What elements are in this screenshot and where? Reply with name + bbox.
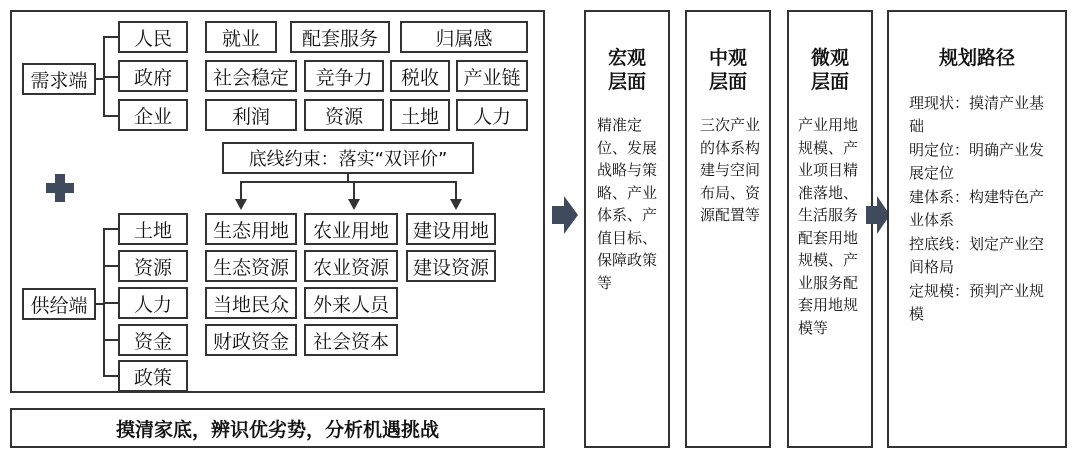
supply-side-text: 供给端 [30, 294, 88, 317]
demand-connector-branch-1 [103, 36, 119, 38]
demand-item-belonging [400, 21, 528, 53]
meso-level-column [685, 10, 771, 448]
demand-item-industry-chain-text: 产业链 [463, 66, 521, 89]
supply-side-label [22, 288, 96, 320]
supply-item-local-residents-text: 当地民众 [212, 293, 289, 316]
meso-level-title-line1: 中观 [708, 47, 747, 69]
demand-item-profit [205, 99, 297, 131]
macro-level-description: 精准定位、发展战略与策略、产业体系、产值目标、保障政策等 [597, 116, 658, 292]
macro-level-title-line2: 层面 [607, 71, 646, 93]
demand-connector-branch-2 [103, 76, 119, 78]
demand-side-text: 需求端 [30, 69, 88, 92]
supply-item-ecological-land-text: 生态用地 [212, 219, 289, 242]
demand-head-government [118, 60, 188, 92]
demand-item-tax-text: 税收 [400, 66, 439, 89]
micro-level-description: 产业用地规模、产业项目精准落地、生活服务配套用地规模、产业服务配套用地规模等 [798, 116, 859, 337]
planning-path-item-1: 理现状：摸清产业基础 [909, 94, 1045, 135]
supply-item-construction-land [406, 213, 496, 245]
supply-connector-branch-3 [103, 302, 119, 304]
macro-level-column [584, 10, 670, 448]
constraint-box [222, 142, 474, 174]
arrow-to-agriculture-head [348, 199, 360, 210]
macro-level-title-line1: 宏观 [607, 47, 646, 69]
arrow-to-construction-head [450, 199, 462, 210]
demand-item-tax [390, 60, 450, 92]
demand-side-label [22, 63, 96, 95]
supply-item-outside-people [304, 287, 398, 319]
micro-level-column [787, 10, 873, 448]
supply-item-construction-resources-text: 建设资源 [412, 256, 489, 279]
demand-item-land-text: 土地 [400, 105, 439, 128]
planning-path-item-2: 明定位：明确产业发展定位 [909, 141, 1045, 182]
bottom-banner-text: 摸清家底，辨识优劣势，分析机遇挑战 [115, 418, 439, 441]
supply-head-manpower [118, 287, 188, 319]
supply-item-construction-land-text: 建设用地 [412, 219, 489, 242]
flow-arrow-right-icon [552, 196, 578, 234]
supply-item-fiscal-funds [205, 324, 297, 356]
micro-level-title-line1: 微观 [810, 47, 849, 69]
supply-item-agricultural-land [304, 213, 398, 245]
demand-head-government-text: 政府 [133, 66, 172, 89]
demand-connector-branch-3 [103, 115, 119, 117]
demand-item-employment-text: 就业 [221, 27, 260, 50]
demand-item-resources [304, 99, 384, 131]
supply-head-capital-text: 资金 [133, 330, 172, 353]
supply-head-resources-text: 资源 [133, 256, 172, 279]
planning-path-item-4: 控底线：划定产业空间格局 [909, 235, 1045, 276]
meso-level-description: 三次产业的体系构建与空间布局、资源配置等 [700, 116, 761, 224]
demand-item-competitiveness [304, 60, 384, 92]
supply-connector-branch-2 [103, 265, 119, 267]
supply-item-agricultural-resources [304, 250, 398, 282]
supply-head-manpower-text: 人力 [133, 293, 172, 316]
demand-head-people [118, 21, 188, 53]
supply-head-land-text: 土地 [133, 219, 172, 242]
demand-item-land [390, 99, 450, 131]
supply-connector-branch-4 [103, 339, 119, 341]
demand-item-employment [205, 21, 277, 53]
demand-item-competitiveness-text: 竞争力 [315, 66, 373, 89]
plus-icon [46, 174, 74, 202]
demand-item-services [290, 21, 390, 53]
supply-head-capital [118, 324, 188, 356]
supply-item-agricultural-resources-text: 农业资源 [312, 256, 389, 279]
planning-path-column [887, 10, 1067, 448]
demand-item-services-text: 配套服务 [301, 27, 378, 50]
supply-head-policy [118, 360, 188, 392]
meso-level-title-line2: 层面 [708, 71, 747, 93]
demand-item-profit-text: 利润 [231, 105, 270, 128]
supply-item-construction-resources [406, 250, 496, 282]
demand-head-enterprise-text: 企业 [133, 105, 172, 128]
demand-head-people-text: 人民 [133, 27, 172, 50]
demand-item-resources-text: 资源 [324, 105, 363, 128]
supply-item-social-capital [304, 324, 398, 356]
demand-head-enterprise [118, 99, 188, 131]
constraint-arrows [230, 180, 470, 212]
supply-item-ecological-land [205, 213, 297, 245]
demand-item-belonging-text: 归属感 [435, 27, 493, 50]
supply-connector-branch-1 [103, 228, 119, 230]
supply-item-agricultural-land-text: 农业用地 [312, 219, 389, 242]
supply-item-fiscal-funds-text: 财政资金 [212, 330, 289, 353]
demand-item-stability [205, 60, 297, 92]
demand-item-stability-text: 社会稳定 [212, 66, 289, 89]
planning-path-item-5: 定规模：预判产业规模 [909, 282, 1045, 323]
supply-connector-branch-5 [103, 375, 119, 377]
micro-level-title-line2: 层面 [810, 71, 849, 93]
supply-item-ecological-resources [205, 250, 297, 282]
constraint-text: 底线约束：落实“双评价” [248, 149, 448, 170]
planning-path-title: 规划路径 [938, 47, 1015, 69]
supply-item-ecological-resources-text: 生态资源 [212, 256, 289, 279]
arrow-to-ecology-head [235, 199, 247, 210]
bottom-banner [10, 408, 545, 448]
supply-head-policy-text: 政策 [133, 366, 172, 389]
supply-item-outside-people-text: 外来人员 [312, 293, 389, 316]
supply-head-resources [118, 250, 188, 282]
supply-item-social-capital-text: 社会资本 [312, 330, 389, 353]
supply-item-local-residents [205, 287, 297, 319]
supply-head-land [118, 213, 188, 245]
demand-item-manpower-text: 人力 [472, 105, 511, 128]
demand-item-industry-chain [456, 60, 528, 92]
demand-item-manpower [456, 99, 528, 131]
planning-path-item-3: 建体系：构建特色产业体系 [909, 188, 1045, 229]
